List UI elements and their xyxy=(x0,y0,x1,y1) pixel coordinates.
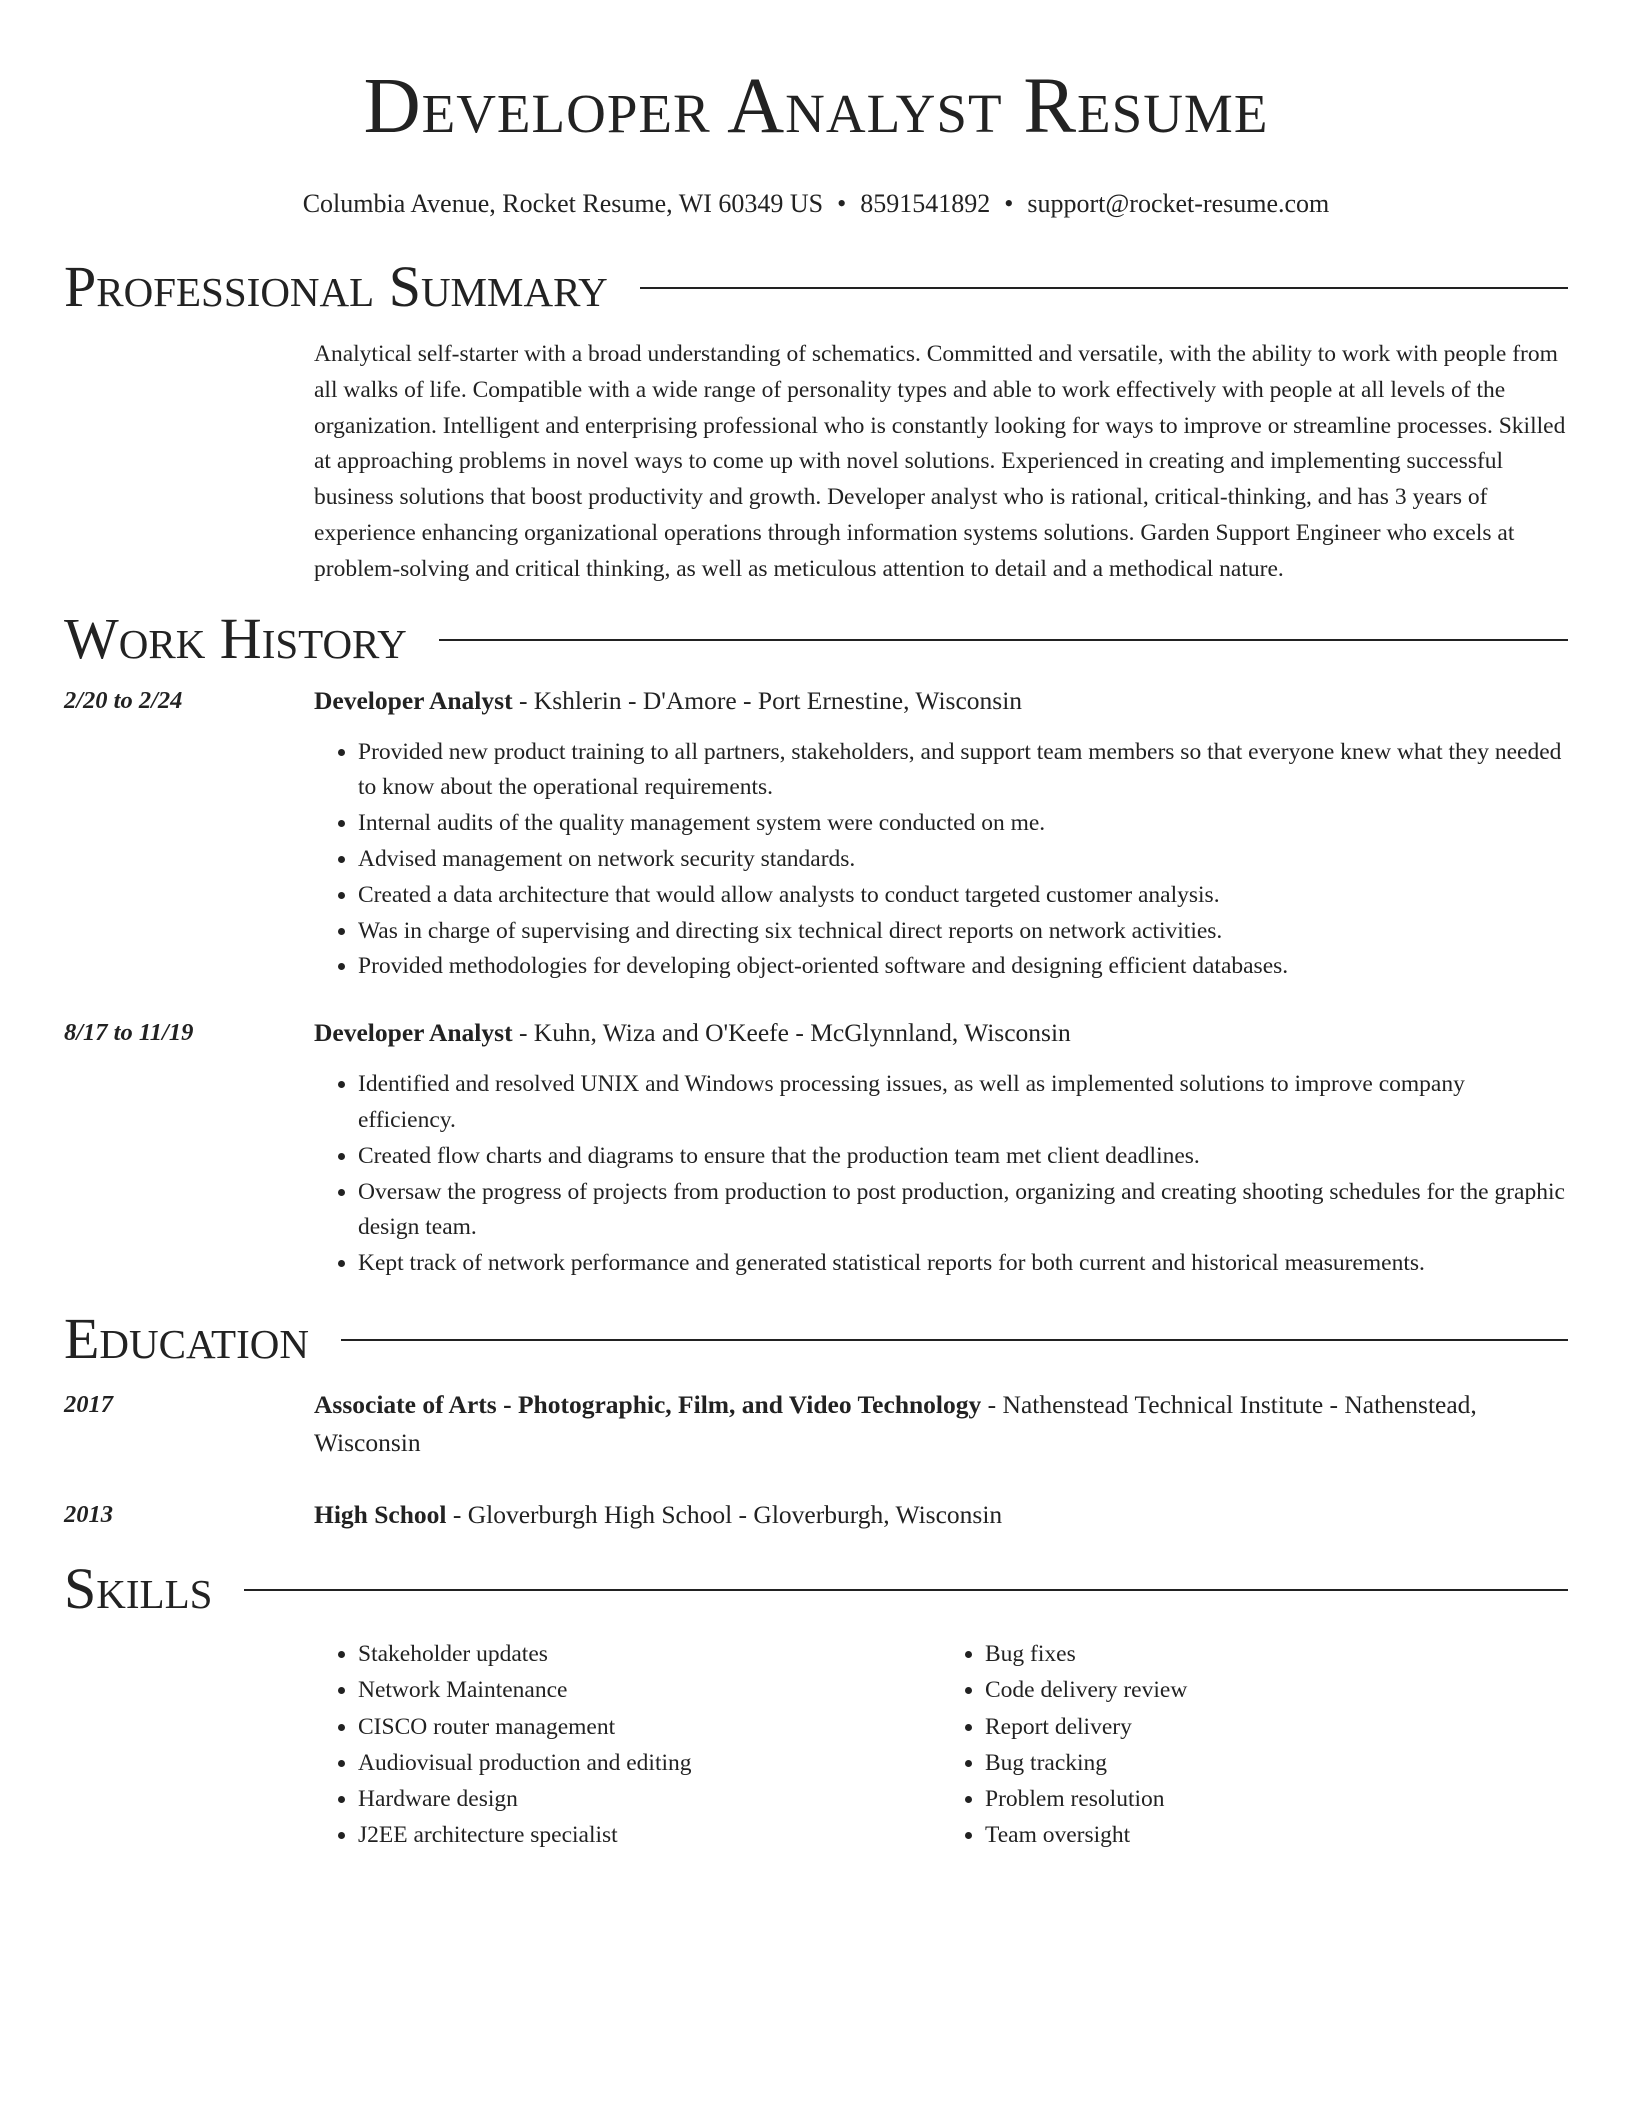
section-divider xyxy=(244,1589,1568,1591)
work-bullet: • Created a data architecture that would allow analysts to conduct targeted customer analysis. xyxy=(358,878,1568,914)
degree: Associate of Arts - Photographic, Film, and Video Technology xyxy=(314,1389,982,1419)
education-entry-body xyxy=(314,1386,1568,1462)
section-heading-summary xyxy=(64,252,1568,322)
work-bullets xyxy=(314,1067,1568,1282)
resume-page xyxy=(64,0,1568,1854)
work-entry-body xyxy=(314,1014,1568,1282)
section-heading-label: Skills xyxy=(64,1555,213,1621)
section-heading-skills xyxy=(64,1554,1568,1624)
skill-item: • Network Maintenance xyxy=(358,1672,941,1708)
education-details: - Gloverburgh High School - Gloverburgh, Wisconsin xyxy=(446,1499,1003,1529)
education-year: 2013 xyxy=(64,1500,113,1528)
skill-item: • J2EE architecture specialist xyxy=(358,1817,941,1853)
work-bullet: • Advised management on network security standards. xyxy=(358,842,1568,878)
section-heading-label: Work History xyxy=(64,605,407,671)
job-details: - Kshlerin - D'Amore - Port Ernestine, Wisconsin xyxy=(512,685,1023,715)
work-bullets xyxy=(314,735,1568,986)
work-bullet: • Provided new product training to all partners, stakeholders, and support team members so that everyone knew what they needed to know about the operational requirements. xyxy=(358,735,1568,807)
skill-item: • Bug tracking xyxy=(985,1745,1568,1781)
job-title: Developer Analyst xyxy=(314,1018,513,1048)
work-bullet: • Oversaw the progress of projects from production to post production, organizing and creating shooting schedules for the graphic design team. xyxy=(358,1175,1568,1247)
skill-item: • Team oversight xyxy=(985,1817,1568,1853)
resume-title: Developer Analyst Resume xyxy=(363,63,1269,150)
education-heading xyxy=(314,1496,1568,1534)
work-heading xyxy=(314,1014,1568,1052)
section-heading-label: Education xyxy=(64,1305,309,1371)
work-bullet: • Internal audits of the quality management system were conducted on me. xyxy=(358,806,1568,842)
skills-list xyxy=(314,1636,1568,1854)
job-title: Developer Analyst xyxy=(314,685,513,715)
job-details: - Kuhn, Wiza and O'Keefe - McGlynnland, Wisconsin xyxy=(512,1018,1071,1048)
work-bullet: • Created flow charts and diagrams to ensure that the production team met client deadlines. xyxy=(358,1139,1568,1175)
section-divider xyxy=(341,1339,1568,1341)
contact-separator: • xyxy=(1004,189,1014,218)
contact-email: support@rocket-resume.com xyxy=(1027,189,1330,218)
skill-item: • Stakeholder updates xyxy=(358,1636,941,1672)
skills-column-left xyxy=(314,1636,941,1854)
skill-item: • Bug fixes xyxy=(985,1636,1568,1672)
skill-item: • Audiovisual production and editing xyxy=(358,1745,941,1781)
contact-address: Columbia Avenue, Rocket Resume, WI 60349 US xyxy=(302,189,824,218)
education-entry xyxy=(64,1496,1568,1534)
education-entry xyxy=(64,1386,1568,1462)
skills-column-right xyxy=(941,1636,1568,1854)
contact-phone: 8591541892 xyxy=(860,189,991,218)
work-bullet: • Identified and resolved UNIX and Windows processing issues, as well as implemented solutions to improve company efficiency. xyxy=(358,1067,1568,1139)
work-entry-body xyxy=(314,682,1568,986)
summary-text: Analytical self-starter with a broad understanding of schematics. Committed and versatile, with the ability to work with people from all walks of life. Compatible with a wide range of personality types and able to work effectively with people at all levels of the organization. Intelligent and enterprising professional who is constantly looking for ways to improve or streamline processes. Skilled at approaching problems in novel ways to come up with novel solutions. Experienced in creating and implementing successful business solutions that boost productivity and growth. Developer analyst who is rational, critical-thinking, and has 3 years of experience enhancing organizational operations through information systems solutions. Garden Support Engineer who excels at problem-solving and critical thinking, as well as meticulous attention to detail and a methodical nature. xyxy=(314,341,1566,582)
education-year: 2017 xyxy=(64,1390,113,1418)
work-bullet: • Kept track of network performance and generated statistical reports for both current and historical measurements. xyxy=(358,1246,1568,1282)
work-dates: 2/20 to 2/24 xyxy=(64,686,183,714)
skill-item: • CISCO router management xyxy=(358,1709,941,1745)
section-heading-work-history xyxy=(64,604,1568,674)
education-heading xyxy=(314,1386,1568,1462)
contact-separator: • xyxy=(837,189,847,218)
work-entry xyxy=(64,1014,1568,1282)
degree: High School xyxy=(314,1499,447,1529)
work-dates: 8/17 to 11/19 xyxy=(64,1019,194,1047)
education-entry-body xyxy=(314,1496,1568,1534)
work-bullet: • Was in charge of supervising and directing six technical direct reports on network activities. xyxy=(358,914,1568,950)
section-divider xyxy=(439,639,1568,641)
contact-line xyxy=(64,189,1568,219)
education-details: - Nathenstead Technical Institute - Nathenstead, Wisconsin xyxy=(314,1389,1477,1457)
section-divider xyxy=(640,287,1568,289)
work-heading xyxy=(314,682,1568,720)
section-heading-label: Professional Summary xyxy=(64,254,608,319)
skill-item: • Problem resolution xyxy=(985,1781,1568,1817)
skill-item: • Report delivery xyxy=(985,1709,1568,1745)
work-bullet: • Provided methodologies for developing object-oriented software and designing efficient databases. xyxy=(358,949,1568,985)
work-entry xyxy=(64,682,1568,986)
skill-item: • Code delivery review xyxy=(985,1672,1568,1708)
skill-item: • Hardware design xyxy=(358,1781,941,1817)
section-heading-education xyxy=(64,1304,1568,1374)
